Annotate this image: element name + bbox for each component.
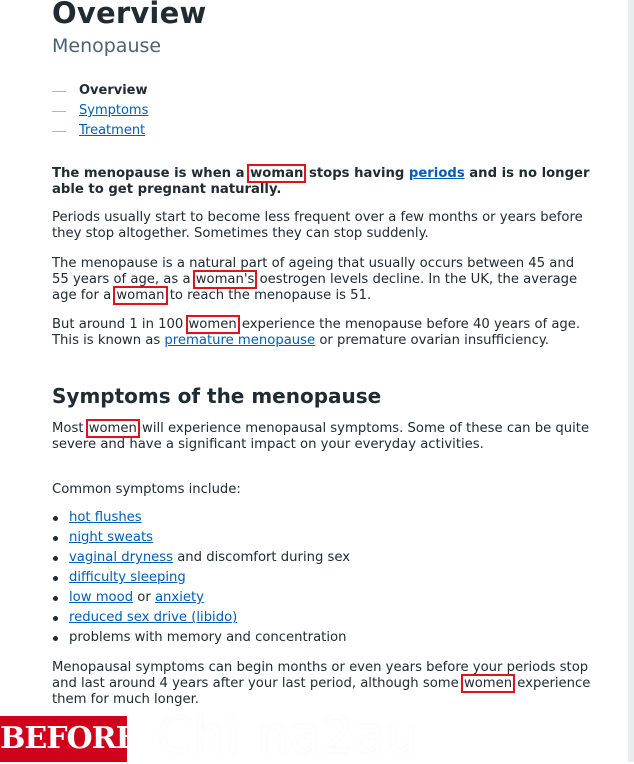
text-span: But around 1 in 100 [52, 317, 188, 332]
difficulty-sleeping-link[interactable]: difficulty sleeping [69, 570, 186, 585]
hot-flushes-link[interactable]: hot flushes [69, 510, 142, 525]
intro-paragraph-3 [52, 256, 592, 304]
highlighted-word: women [188, 317, 237, 332]
text-span: stops having [304, 166, 409, 181]
anxiety-link[interactable]: anxiety [154, 590, 204, 605]
symptoms-list [52, 508, 592, 648]
symptoms-heading: Symptoms of the menopause [52, 384, 382, 408]
highlighted-word: women [88, 421, 137, 436]
highlighted-word: woman [116, 288, 165, 303]
list-item-text: and discomfort during sex [173, 550, 351, 565]
dash-icon [52, 131, 66, 132]
text-span: The menopause is a natural part of ageing that usually occurs between 45 and 55 years of age, as a [52, 256, 575, 287]
intro-lead-paragraph [52, 166, 592, 198]
list-item [52, 528, 592, 548]
list-item [52, 548, 592, 568]
night-sweats-link[interactable]: night sweats [69, 530, 154, 545]
list-item [52, 568, 592, 588]
vaginal-dryness-link[interactable]: vaginal dryness [69, 550, 174, 565]
bullet-icon [53, 536, 58, 541]
text-span: experience the menopause before 40 years of age. This is known as [52, 317, 581, 348]
intro-paragraph-4 [52, 317, 592, 349]
text-span: oestrogen levels decline. In the UK, the average age for a [52, 272, 578, 303]
bullet-icon [53, 596, 58, 601]
symptoms-paragraph-2 [52, 660, 592, 708]
contents-link-treatment[interactable]: Treatment [79, 123, 146, 138]
premature-menopause-link[interactable]: premature menopause [164, 333, 316, 348]
list-item [52, 628, 592, 648]
highlighted-word: woman's [195, 272, 255, 287]
bullet-icon [53, 516, 58, 521]
bullet-icon [53, 576, 58, 581]
text-span: Menopausal symptoms can begin months or even years before your periods stop and last around 4 years after your last period, although some [52, 660, 589, 691]
low-mood-link[interactable]: low mood [69, 590, 134, 605]
dash-icon [52, 111, 66, 112]
symptoms-paragraph-1 [52, 421, 592, 453]
text-span: to reach the menopause is 51. [165, 288, 372, 303]
contents-label-overview: Overview [79, 83, 148, 98]
scroll-edge [628, 0, 634, 762]
highlighted-word: women [463, 676, 513, 691]
text-span: The menopause is when a [52, 166, 250, 181]
contents-link-symptoms[interactable]: Symptoms [79, 103, 149, 118]
symptoms-list-intro: Common symptoms include: [52, 482, 241, 497]
bullet-icon [53, 616, 58, 621]
page-subtitle: Menopause [52, 35, 162, 57]
watermark-text: Chi na2au [157, 706, 419, 764]
highlighted-word: woman [250, 166, 304, 181]
text-span: experience them for much longer. [52, 676, 591, 707]
reduced-sex-drive-link[interactable]: reduced sex drive (libido) [69, 610, 238, 625]
page-title: Overview [52, 0, 207, 30]
text-span: will experience menopausal symptoms. Some of these can be quite severe and have a significant impact on your everyday activities. [52, 421, 590, 452]
list-item [52, 588, 592, 608]
list-item [52, 608, 592, 628]
list-item-text: problems with memory and concentration [69, 630, 347, 645]
bullet-icon [53, 556, 58, 561]
list-item-text: or [133, 590, 155, 605]
text-span: and is no longer able to get pregnant naturally. [52, 166, 590, 197]
dash-icon [52, 91, 66, 92]
before-badge: BEFORE [0, 716, 127, 762]
intro-paragraph-2: Periods usually start to become less frequent over a few months or years before they stop altogether. Sometimes they can stop suddenly. [52, 210, 583, 241]
text-span: or premature ovarian insufficiency. [315, 333, 549, 348]
list-item [52, 508, 592, 528]
bullet-icon [53, 636, 58, 641]
text-span: Most [52, 421, 88, 436]
periods-link[interactable]: periods [408, 166, 465, 181]
